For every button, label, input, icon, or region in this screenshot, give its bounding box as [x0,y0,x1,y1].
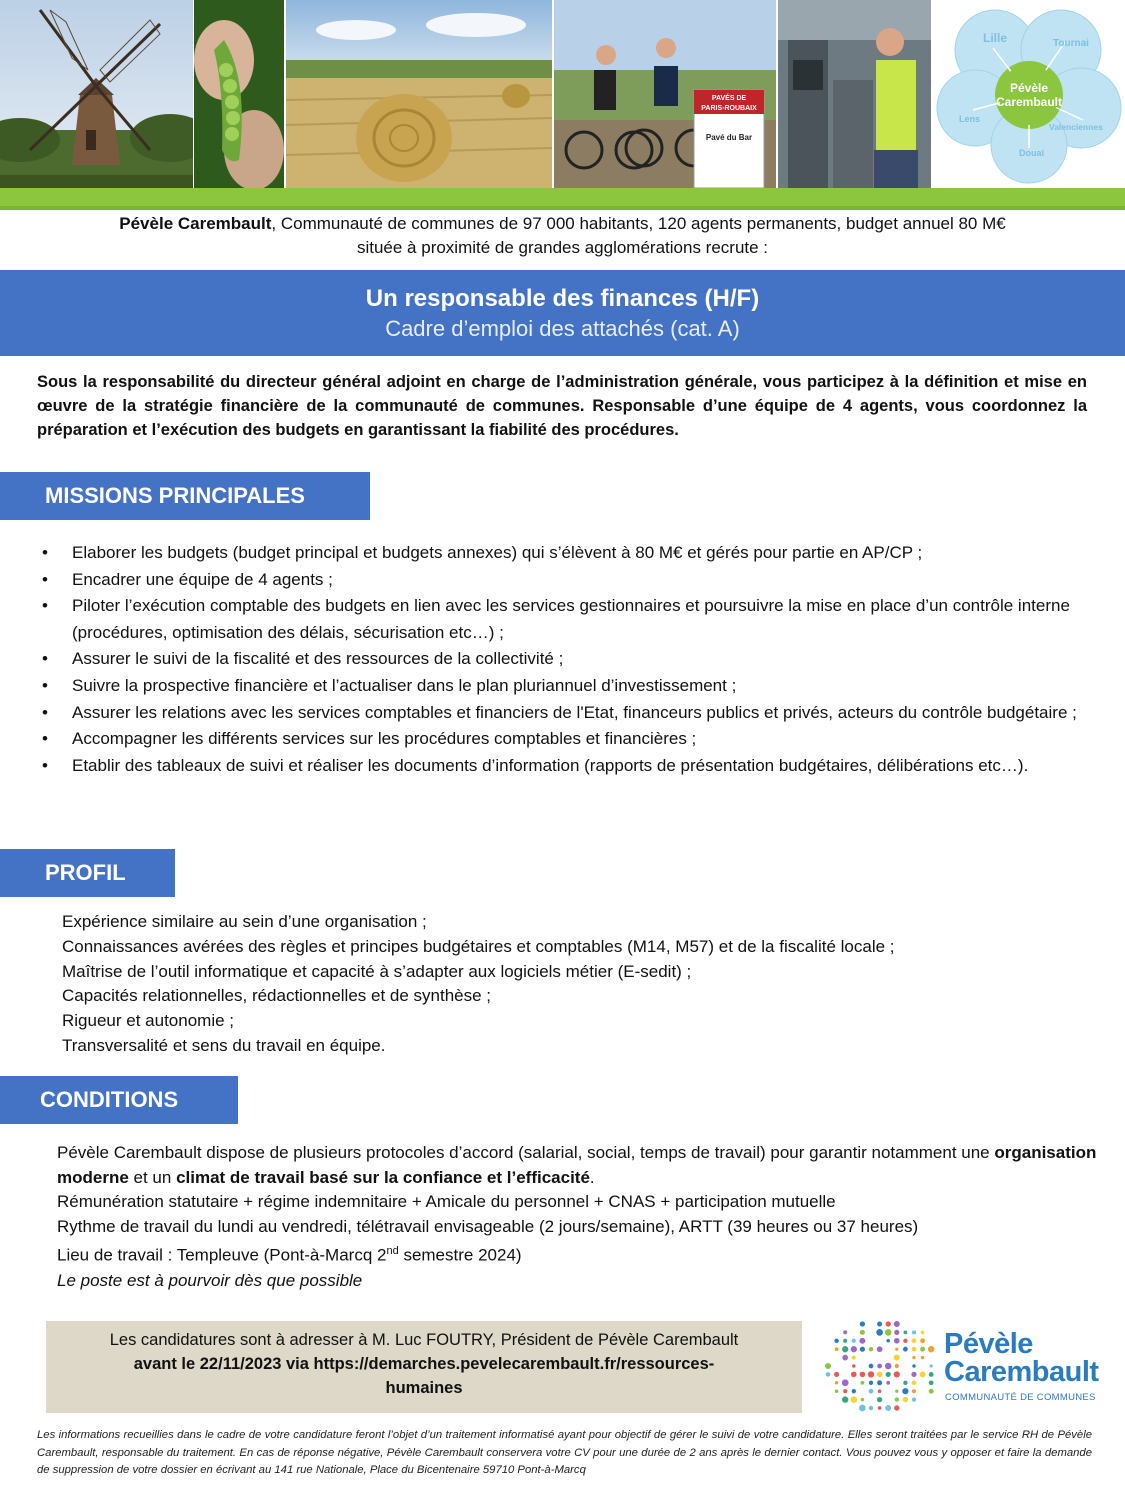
logo-dot [911,1372,916,1377]
logo-dot [835,1389,839,1393]
list-item: Transversalité et sens du travail en équipe. [62,1035,386,1055]
logo-dot [885,1405,891,1411]
bullet-icon: • [42,649,48,669]
logo-dot [860,1347,865,1352]
logo-line3: COMMUNAUTÉ DE COMMUNES [945,1392,1096,1403]
apply-line3[interactable]: humaines [385,1379,463,1397]
job-title: Un responsable des finances (H/F) [365,285,760,312]
logo-dot [885,1363,892,1370]
factory-photo [778,0,931,188]
logo-dot [894,1405,899,1410]
logo-dot [868,1371,874,1377]
logo-dot [894,1338,900,1344]
logo-dot [852,1339,856,1343]
logo-dot [895,1390,898,1393]
intro-line2: située à proximité de grandes agglomérations recrute : [356,238,769,257]
job-subtitle: Cadre d’emploi des attachés (cat. A) [385,316,740,341]
logo-dot [894,1355,900,1361]
logo-dot [886,1321,891,1326]
logo-dot [834,1339,838,1343]
list-item: Capacités relationnelles, rédactionnelles et de synthèse ; [62,986,492,1006]
bold-phrase: climat de travail basé sur la confiance et l’efficacité [176,1167,590,1187]
windmill-photo [0,0,193,188]
list-item: • Assurer les relations avec les services comptables et financiers de l'Etat, financeurs publics et privés, acteurs du contrôle budgétaire ; [40,700,1090,727]
intro-line1: , Communauté de communes de 97 000 habitants, 120 agents permanents, budget annuel 80 M€ [271,214,1006,233]
logo-dot [876,1329,883,1336]
logo-dot [877,1364,882,1369]
logo-dot [835,1347,839,1351]
job-title-band [0,270,1125,356]
logo-dot [852,1389,856,1393]
job-summary: Sous la responsabilité du directeur général adjoint en charge de l’administration générale, vous participez à la définition et mise en œuvre de la stratégie financière de la communauté de communes. Responsable d’une équipe de 4 agents, vous coordonnez la préparation et l’exécution des budgets en garantissant la fiabilité des procédures. [37,373,1087,439]
logo-dot [886,1372,891,1377]
conditions-rhythm: Rythme de travail du lundi au vendredi, télétravail envisageable (2 jours/semaine), ARTT (39 heures ou 37 heures) [57,1216,919,1236]
logo-dot [894,1321,900,1327]
bullet-icon: • [42,569,48,589]
logo-dot [903,1397,908,1402]
logo-dot [894,1330,899,1335]
profil-list [62,910,1092,1059]
list-item: • Etablir des tableaux de suivi et réaliser les documents d’information (rapports de présentation budgétaires, délibérations etc…). [40,753,1090,780]
logo-dot [928,1346,934,1352]
pevele-carembault-logo [822,1318,1097,1418]
privacy-notice: Les informations recueillies dans le cadre de votre candidature feront l’objet d’un traitement informatisé ayant pour objectif de gérer le suivi de votre candidature. Elles seront traitées par le service RH de Pévèle Carembault, responsable du traitement. En cas de réponse négative, Pévèle Carembault conservera votre CV pour une durée de 2 ans après le dernier contact. Vous pouvez vous y opposer et faire la demande de suppression de votre dossier en écrivant au 141 rue Nationale, Place du Bicentenaire 59710 Pont-à-Marcq [37,1429,1092,1476]
profil-heading: PROFIL [0,849,175,897]
list-item: Rigueur et autonomie ; [62,1011,234,1031]
logo-dot [912,1398,916,1402]
logo-dot [878,1389,882,1393]
logo-dot [877,1321,882,1326]
logo-dot [835,1381,838,1384]
logo-dot [921,1356,924,1359]
apply-line2[interactable]: avant le 22/11/2023 via https://demarches.pevelecarembault.fr/ressources- [133,1355,715,1373]
logo-dot [903,1381,907,1385]
logo-dot [842,1396,848,1402]
logo-dot [920,1371,926,1377]
logo-dot [912,1347,917,1352]
conditions-paragraph: Pévèle Carembault dispose de plusieurs protocoles d’accord (salarial, social, temps de travail) pour garantir notamment une organisation moderne et un climat de travail basé sur la confiance et l’efficacité. [57,1143,1097,1187]
logo-dot [842,1346,848,1352]
logo-dot [878,1406,882,1410]
logo-dot [834,1372,839,1377]
logo-dot [869,1406,873,1410]
logo-dot [852,1364,856,1368]
header-banner [0,0,1125,188]
conditions-text [57,1141,1097,1293]
list-item: • Accompagner les différents services sur les procédures comptables et financières ; [40,726,1090,753]
flower-label-douai: Douai [1019,148,1045,158]
flower-label-tournai: Tournai [1053,38,1089,49]
flower-label-lille: Lille [983,31,1008,45]
list-item: • Encadrer une équipe de 4 agents ; [40,567,1090,594]
sign-text-1: PAVÉS DE [711,95,747,102]
logo-dot [869,1364,874,1369]
bullet-icon: • [42,729,48,749]
org-name: Pévèle Carembault [119,214,272,233]
logo-dot [902,1388,908,1394]
list-item: Maîtrise de l’outil informatique et capacité à s’adapter aux logiciels métier (E-sedit) ; [62,961,692,981]
logo-dot [877,1346,883,1352]
logo-dot [851,1372,857,1378]
logo-dot [869,1389,874,1394]
bold-phrase: organisation moderne [57,1143,1097,1187]
list-item: • Assurer le suivi de la fiscalité et des ressources de la collectivité ; [40,646,1090,673]
flower-label-valenciennes: Valenciennes [1049,122,1103,132]
logo-dot [912,1364,915,1367]
apply-line1: Les candidatures sont à adresser à M. Luc FOUTRY, Président de Pévèle Carembault [109,1331,739,1349]
conditions-location: Lieu de travail : Templeuve (Pont-à-Marcq 2nd semestre 2024) [57,1245,522,1266]
missions-heading: MISSIONS PRINCIPALES [0,472,370,520]
bullet-icon: • [42,543,48,562]
logo-dot [825,1363,831,1369]
green-divider [0,188,1125,210]
logo-dot [843,1330,847,1334]
territory-flower-graphic [933,0,1125,188]
logo-dot [886,1381,890,1385]
logo-dot [869,1347,873,1351]
logo-dot [921,1331,925,1335]
logo-dot [826,1372,831,1377]
logo-dot [895,1364,899,1368]
list-item: • Suivre la prospective financière et l’actualiser dans le plan pluriannuel d’investissement ; [40,673,1090,700]
peas-photo [194,0,284,188]
logo-dot [912,1330,916,1334]
conditions-remuneration: Rémunération statutaire + régime indemnitaire + Amicale du personnel + CNAS + participation mutuelle [57,1192,836,1212]
logo-dot [912,1389,916,1393]
conditions-heading: CONDITIONS [0,1076,238,1124]
application-box [46,1321,802,1413]
logo-dot [929,1372,934,1377]
logo-dot [912,1380,917,1385]
cyclists-photo [554,0,776,188]
logo-dot [851,1346,857,1352]
logo-dot [869,1381,873,1385]
logo-dot [912,1356,915,1359]
sign-text-2: PARIS-ROUBAIX [701,105,757,112]
logo-dot [850,1396,857,1403]
logo-dot [903,1330,907,1334]
logo-dot [861,1398,865,1402]
intro-text [0,212,1125,260]
logo-dot [852,1356,856,1360]
logo-dot [930,1364,933,1367]
logo-dot [886,1339,890,1343]
logo-line1: Pévèle [944,1328,1033,1360]
bullet-icon: • [42,675,48,695]
logo-dot [912,1338,917,1343]
hay-field-photo [286,0,552,188]
logo-dot [929,1380,934,1385]
logo-dot [842,1355,848,1361]
bullet-icon: • [42,702,48,722]
logo-dot [877,1380,882,1385]
logo-dot [894,1371,900,1377]
logo-dot [920,1338,925,1343]
logo-dot [903,1339,907,1343]
list-item: • Elaborer les budgets (budget principal et budgets annexes) qui s’élèvent à 80 M€ et gérés pour partie en AP/CP ; [40,540,1090,567]
logo-dot [895,1397,899,1401]
logo-dot [860,1330,865,1335]
logo-dots-icon [822,1318,942,1418]
logo-dot [877,1372,883,1378]
logo-dot [843,1389,847,1393]
list-item: Expérience similaire au sein d’une organisation ; [62,912,427,931]
sign-text-3: Pavé du Bar [705,133,753,142]
logo-dot [860,1372,866,1378]
logo-dot [859,1338,865,1344]
logo-dot [895,1348,898,1351]
logo-dot [860,1321,865,1326]
logo-dot [877,1397,882,1402]
logo-line2: Carembault [944,1356,1099,1388]
logo-dot [842,1379,849,1386]
list-item: Connaissances avérées des règles et principes budgétaires et comptables (M14, M57) et de la fiscalité locale ; [62,936,895,956]
list-item: • Piloter l’exécution comptable des budgets en lien avec les services gestionnaires et poursuivre la mise en place d’un contrôle interne (procédures, optimisation des délais, sécurisation etc…) ; [40,593,1090,646]
logo-dot [920,1347,925,1352]
logo-dot [885,1329,892,1336]
logo-dot [903,1347,908,1352]
logo-dot [929,1389,934,1394]
bullet-icon: • [42,596,48,616]
logo-dot [843,1339,847,1343]
flower-center-label-1: Pévèle [1009,81,1049,95]
bullet-icon: • [42,755,48,775]
logo-dot [859,1405,866,1412]
conditions-availability: Le poste est à pourvoir dès que possible [57,1270,363,1290]
missions-list [40,540,1090,779]
logo-dot [860,1381,864,1385]
flower-label-lens: Lens [959,114,981,124]
flower-center-label-2: Carembault [995,95,1063,109]
